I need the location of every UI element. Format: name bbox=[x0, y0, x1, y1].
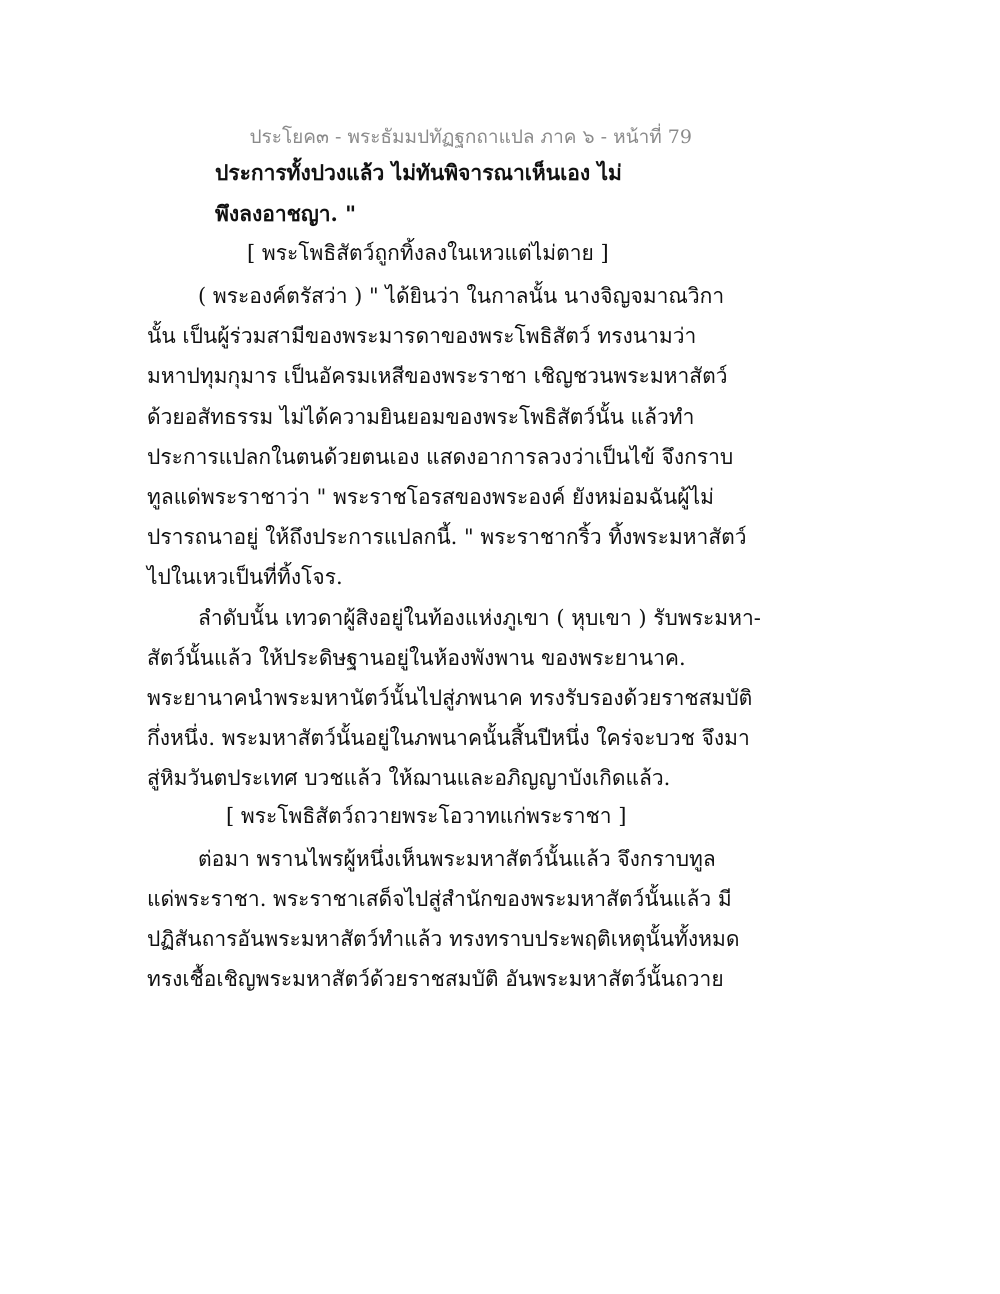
paragraph-line: สัตว์นั้นแล้ว ให้ประดิษฐานอยู่ในห้องพังพาน ของพระยานาค. bbox=[147, 646, 686, 670]
paragraph-line: ประการแปลกในตนด้วยตนเอง แสดงอาการลวงว่าเป็นไข้ จึงกราบ bbox=[147, 445, 734, 469]
paragraph-line: ( พระองค์ตรัสว่า ) " ได้ยินว่า ในกาลนั้น นางจิญจมาณวิกา bbox=[198, 284, 725, 308]
paragraph-line: ลำดับนั้น เทวดาผู้สิงอยู่ในท้องแห่งภูเขา ( หุบเขา ) รับพระมหา- bbox=[198, 606, 761, 630]
paragraph-line: นั้น เป็นผู้ร่วมสามีของพระมารดาของพระโพธิสัตว์ ทรงนามว่า bbox=[147, 324, 697, 348]
paragraph-line: ปรารถนาอยู่ ให้ถึงประการแปลกนี้. " พระราชากริ้ว ทิ้งพระมหาสัตว์ bbox=[147, 525, 747, 549]
paragraph-line: ด้วยอสัทธรรม ไม่ได้ความยินยอมของพระโพธิสัตว์นั้น แล้วทำ bbox=[147, 405, 695, 429]
paragraph-line: พระยานาคนำพระมหานัตว์นั้นไปสู่ภพนาค ทรงรับรองด้วยราชสมบัติ bbox=[147, 686, 753, 710]
paragraph-line: ต่อมา พรานไพรผู้หนึ่งเห็นพระมหาสัตว์นั้นแล้ว จึงกราบทูล bbox=[198, 847, 716, 871]
paragraph-line: มหาปทุมกุมาร เป็นอัครมเหสีของพระราชา เชิญชวนพระมหาสัตว์ bbox=[147, 364, 728, 388]
paragraph-line: กึ่งหนึ่ง. พระมหาสัตว์นั้นอยู่ในภพนาคนั้นสิ้นปีหนึ่ง ใคร่จะบวช จึงมา bbox=[147, 726, 750, 750]
paragraph-line: ไปในเหวเป็นที่ทิ้งโจร. bbox=[147, 565, 343, 589]
paragraph-line: สู่หิมวันตประเทศ บวชแล้ว ให้ฌานและอภิญญาบังเกิดแล้ว. bbox=[147, 766, 671, 790]
page-header: ประโยค๓ - พระธัมมปทัฏฐกถาแปล ภาค ๖ - หน้าที่ 79 bbox=[249, 126, 692, 148]
section-heading: [ พระโพธิสัตว์ถูกทิ้งลงในเหวแต่ไม่ตาย ] bbox=[247, 241, 609, 265]
paragraph-line: ทูลแด่พระราชาว่า " พระราชโอรสของพระองค์ ยังหม่อมฉันผู้ไม่ bbox=[147, 485, 714, 509]
paragraph-line: ทรงเชื้อเชิญพระมหาสัตว์ด้วยราชสมบัติ อันพระมหาสัตว์นั้นถวาย bbox=[147, 967, 724, 991]
section-heading: [ พระโพธิสัตว์ถวายพระโอวาทแก่พระราชา ] bbox=[226, 804, 627, 828]
quote-line: พึงลงอาชญา. " bbox=[215, 201, 357, 226]
paragraph-line: แด่พระราชา. พระราชาเสด็จไปสู่สำนักของพระมหาสัตว์นั้นแล้ว มี bbox=[147, 887, 732, 911]
quote-line: ประการทั้งปวงแล้ว ไม่ทันพิจารณาเห็นเอง ไม่ bbox=[215, 160, 622, 185]
paragraph-line: ปฏิสันถารอันพระมหาสัตว์ทำแล้ว ทรงทราบประพฤติเหตุนั้นทั้งหมด bbox=[147, 927, 740, 951]
